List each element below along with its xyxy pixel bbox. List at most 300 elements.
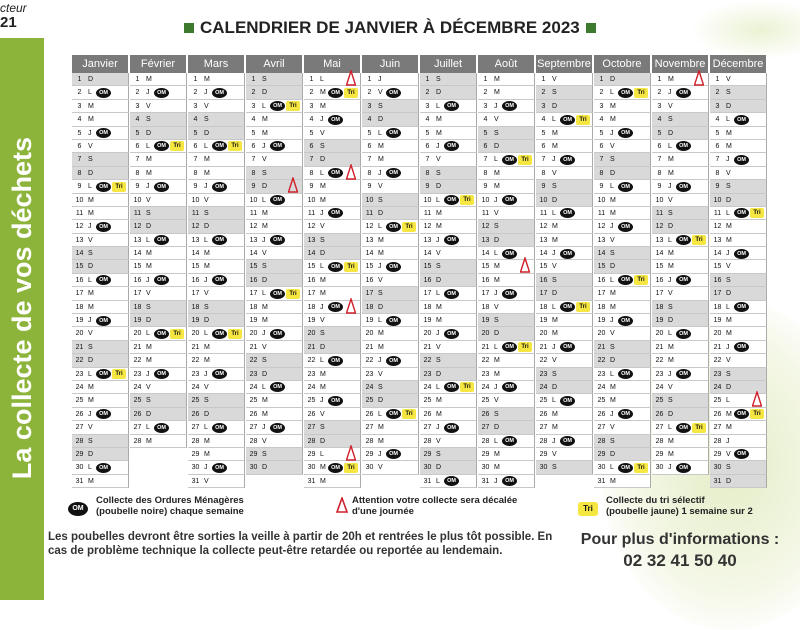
day-cell	[710, 207, 767, 220]
om-collection-icon: OM	[154, 369, 169, 379]
weekday-letter: D	[378, 209, 384, 217]
day-number: 6	[483, 142, 488, 150]
weekday-letter: L	[262, 290, 266, 298]
day-cell	[188, 475, 245, 488]
day-number: 8	[483, 169, 488, 177]
tri-collection-icon: Tri	[286, 289, 300, 299]
day-number: 15	[133, 263, 142, 271]
day-cell	[652, 167, 709, 180]
day-cell	[362, 234, 419, 247]
weekday-letter: M	[552, 330, 558, 338]
om-collection-icon: OM	[212, 235, 227, 245]
day-number: 22	[539, 357, 548, 365]
weekday-letter: D	[726, 102, 732, 110]
day-number: 8	[541, 169, 546, 177]
tri-collection-icon: Tri	[518, 155, 532, 165]
weekday-letter: M	[262, 397, 268, 405]
day-cell	[420, 260, 477, 273]
om-collection-icon: OM	[386, 262, 401, 272]
om-collection-icon: OM	[618, 463, 633, 473]
weekday-letter: M	[726, 223, 732, 231]
day-number: 7	[599, 156, 604, 164]
day-cell	[594, 127, 651, 140]
day-cell	[130, 368, 187, 381]
day-cell	[710, 86, 767, 99]
day-number: 7	[309, 156, 314, 164]
day-cell	[710, 475, 767, 488]
day-cell	[188, 314, 245, 327]
day-number: 9	[251, 183, 256, 191]
weekday-letter: D	[436, 183, 442, 191]
om-collection-icon: OM	[270, 329, 285, 339]
weekday-letter: V	[668, 196, 673, 204]
om-collection-icon: OM	[444, 329, 459, 339]
om-collection-icon: OM	[618, 182, 633, 192]
day-cell	[536, 180, 593, 193]
day-cell	[594, 368, 651, 381]
day-cell	[72, 394, 129, 407]
day-cell	[710, 274, 767, 287]
day-number: 22	[133, 357, 142, 365]
weekday-letter: V	[378, 464, 383, 472]
day-cell	[362, 421, 419, 434]
day-number: 7	[715, 156, 720, 164]
day-number: 1	[193, 76, 198, 83]
day-cell	[130, 180, 187, 193]
day-cell	[420, 86, 477, 99]
day-number: 25	[133, 397, 142, 405]
weekday-letter: V	[88, 236, 93, 244]
day-number: 3	[541, 102, 546, 110]
weekday-letter: D	[436, 464, 442, 472]
day-cell	[652, 180, 709, 193]
weekday-letter: L	[436, 102, 440, 110]
day-number: 29	[713, 450, 722, 458]
day-number: 20	[249, 330, 258, 338]
weekday-letter: S	[146, 303, 151, 311]
weekday-letter: D	[668, 223, 674, 231]
om-collection-icon: OM	[502, 101, 517, 111]
day-cell	[710, 314, 767, 327]
weekday-letter: L	[726, 303, 730, 311]
weekday-letter: M	[204, 357, 210, 365]
day-cell	[594, 461, 651, 474]
weekday-letter: S	[436, 450, 441, 458]
day-number: 12	[423, 223, 432, 231]
day-number: 2	[193, 89, 198, 97]
day-number: 29	[307, 450, 316, 458]
weekday-letter: M	[320, 276, 326, 284]
weekday-letter: D	[320, 437, 326, 445]
day-number: 23	[307, 370, 316, 378]
day-cell	[72, 408, 129, 421]
weekday-letter: J	[262, 330, 266, 338]
day-cell	[710, 341, 767, 354]
weekday-letter: D	[204, 223, 210, 231]
om-collection-icon: OM	[270, 101, 285, 111]
weekday-letter: S	[88, 343, 93, 351]
day-cell	[130, 421, 187, 434]
weekday-letter: V	[552, 169, 557, 177]
day-number: 18	[307, 303, 316, 311]
weekday-letter: J	[320, 303, 324, 311]
day-number: 17	[539, 290, 548, 298]
day-cell	[594, 100, 651, 113]
day-number: 15	[75, 263, 84, 271]
day-number: 1	[657, 76, 662, 83]
weekday-letter: S	[668, 397, 673, 405]
day-cell	[130, 408, 187, 421]
day-cell	[304, 421, 361, 434]
day-number: 5	[309, 129, 314, 137]
day-number: 18	[423, 303, 432, 311]
day-cell	[652, 461, 709, 474]
day-number: 8	[657, 169, 662, 177]
day-number: 1	[483, 76, 488, 83]
day-number: 13	[75, 236, 84, 244]
day-number: 17	[75, 290, 84, 298]
day-number: 4	[657, 116, 662, 124]
day-cell	[478, 180, 535, 193]
day-cell	[420, 354, 477, 367]
weekday-letter: V	[552, 450, 557, 458]
day-number: 13	[539, 236, 548, 244]
weekday-letter: D	[378, 116, 384, 124]
day-cell	[72, 287, 129, 300]
day-number: 4	[367, 116, 372, 124]
day-cell	[652, 234, 709, 247]
tri-collection-icon: Tri	[344, 463, 358, 473]
weekday-letter: D	[204, 317, 210, 325]
day-number: 22	[655, 357, 664, 365]
tri-collection-icon: Tri	[170, 329, 184, 339]
day-cell	[652, 421, 709, 434]
weekday-letter: J	[552, 437, 556, 445]
day-number: 29	[75, 450, 84, 458]
weekday-letter: L	[88, 183, 92, 191]
day-cell	[72, 167, 129, 180]
day-cell	[536, 287, 593, 300]
weekday-letter: M	[726, 317, 732, 325]
weekday-letter: J	[262, 236, 266, 244]
day-number: 1	[251, 76, 256, 83]
day-cell	[420, 327, 477, 340]
day-cell	[246, 314, 303, 327]
weekday-letter: D	[726, 196, 732, 204]
day-number: 28	[481, 437, 490, 445]
day-cell	[188, 220, 245, 233]
warning-triangle-icon	[520, 257, 530, 273]
weekday-letter: V	[552, 357, 557, 365]
tri-collection-icon: Tri	[112, 369, 126, 379]
warning-triangle-icon	[694, 70, 704, 86]
day-number: 19	[539, 317, 548, 325]
weekday-letter: S	[494, 317, 499, 325]
weekday-letter: V	[146, 383, 151, 391]
day-cell	[72, 247, 129, 260]
weekday-letter: L	[610, 183, 614, 191]
weekday-letter: M	[378, 142, 384, 150]
month-column	[362, 55, 419, 475]
day-number: 13	[133, 236, 142, 244]
day-cell	[130, 260, 187, 273]
day-cell	[72, 314, 129, 327]
day-number: 13	[423, 236, 432, 244]
weekday-letter: D	[494, 330, 500, 338]
day-number: 14	[191, 250, 200, 258]
day-number: 10	[713, 196, 722, 204]
day-number: 23	[133, 370, 142, 378]
day-number: 11	[75, 209, 84, 217]
day-number: 19	[307, 317, 316, 325]
day-cell	[304, 234, 361, 247]
weekday-letter: L	[320, 76, 324, 83]
weekday-letter: L	[552, 209, 556, 217]
day-cell	[536, 327, 593, 340]
day-number: 7	[657, 156, 662, 164]
warning-triangle-icon	[346, 70, 356, 86]
day-number: 21	[481, 343, 490, 351]
weekday-letter: M	[494, 89, 500, 97]
day-cell	[362, 220, 419, 233]
tri-collection-icon: Tri	[518, 342, 532, 352]
weekday-letter: S	[436, 169, 441, 177]
day-number: 16	[307, 276, 316, 284]
weekday-letter: M	[146, 357, 152, 365]
weekday-letter: J	[320, 397, 324, 405]
day-cell	[188, 341, 245, 354]
weekday-letter: M	[262, 223, 268, 231]
day-cell	[72, 354, 129, 367]
day-cell	[536, 381, 593, 394]
om-collection-icon: OM	[154, 275, 169, 285]
day-number: 16	[481, 276, 490, 284]
day-number: 15	[713, 263, 722, 271]
weekday-letter: V	[378, 370, 383, 378]
weekday-letter: D	[610, 450, 616, 458]
day-cell	[362, 247, 419, 260]
day-number: 14	[365, 250, 374, 258]
day-cell	[188, 73, 245, 86]
day-number: 3	[425, 102, 430, 110]
day-number: 2	[309, 89, 314, 97]
weekday-letter: M	[146, 250, 152, 258]
day-cell	[304, 274, 361, 287]
weekday-letter: S	[668, 116, 673, 124]
day-cell	[188, 153, 245, 166]
weekday-letter: J	[378, 450, 382, 458]
weekday-letter: V	[204, 196, 209, 204]
weekday-letter: M	[320, 89, 326, 97]
day-number: 21	[655, 343, 664, 351]
day-number: 2	[541, 89, 546, 97]
day-cell	[362, 100, 419, 113]
tri-legend-icon: Tri	[578, 502, 598, 516]
weekday-letter: D	[88, 76, 94, 83]
day-number: 26	[655, 410, 664, 418]
day-cell	[478, 113, 535, 126]
bullet-square-icon	[586, 23, 596, 33]
day-number: 29	[365, 450, 374, 458]
om-collection-icon: OM	[212, 463, 227, 473]
day-number: 26	[191, 410, 200, 418]
day-number: 15	[191, 263, 200, 271]
weekday-letter: M	[262, 209, 268, 217]
weekday-letter: V	[668, 290, 673, 298]
om-collection-icon: OM	[270, 382, 285, 392]
day-number: 3	[657, 102, 662, 110]
weekday-letter: S	[668, 303, 673, 311]
weekday-letter: M	[436, 129, 442, 137]
day-number: 20	[365, 330, 374, 338]
weekday-letter: M	[378, 236, 384, 244]
day-number: 8	[251, 169, 256, 177]
om-collection-icon: OM	[154, 423, 169, 433]
month-header: Février	[130, 55, 187, 73]
weekday-letter: S	[146, 209, 151, 217]
day-cell	[652, 394, 709, 407]
day-number: 11	[191, 209, 200, 217]
day-number: 14	[539, 250, 548, 258]
day-cell	[710, 327, 767, 340]
weekday-letter: J	[668, 183, 672, 191]
om-collection-icon: OM	[328, 208, 343, 218]
day-number: 8	[309, 169, 314, 177]
day-number: 26	[365, 410, 374, 418]
day-number: 24	[713, 383, 722, 391]
day-number: 7	[483, 156, 488, 164]
weekday-letter: M	[610, 102, 616, 110]
om-collection-icon: OM	[328, 463, 343, 473]
day-cell	[130, 113, 187, 126]
day-cell	[536, 113, 593, 126]
om-collection-icon: OM	[270, 289, 285, 299]
day-number: 5	[425, 129, 430, 137]
day-cell	[362, 368, 419, 381]
sidebar-title: La collecte de vos déchets	[7, 136, 37, 480]
weekday-letter: L	[378, 410, 382, 418]
day-cell	[304, 381, 361, 394]
day-cell	[420, 314, 477, 327]
day-cell	[536, 207, 593, 220]
weekday-letter: J	[378, 263, 382, 271]
weekday-letter: S	[552, 183, 557, 191]
om-collection-icon: OM	[734, 208, 749, 218]
weekday-letter: V	[320, 129, 325, 137]
weekday-letter: M	[668, 169, 674, 177]
weekday-letter: J	[88, 410, 92, 418]
day-cell	[188, 140, 245, 153]
month-header: Janvier	[72, 55, 129, 73]
day-cell	[188, 260, 245, 273]
tri-collection-icon: Tri	[460, 382, 474, 392]
day-cell	[420, 113, 477, 126]
day-cell	[710, 247, 767, 260]
day-number: 4	[425, 116, 430, 124]
om-collection-icon: OM	[560, 436, 575, 446]
day-cell	[710, 113, 767, 126]
day-cell	[710, 448, 767, 461]
day-number: 15	[307, 263, 316, 271]
weekday-letter: J	[610, 223, 614, 231]
day-cell	[362, 194, 419, 207]
day-cell	[130, 194, 187, 207]
om-collection-icon: OM	[154, 235, 169, 245]
day-number: 4	[541, 116, 546, 124]
weekday-letter: L	[668, 424, 672, 432]
page-title	[178, 18, 602, 38]
day-number: 10	[423, 196, 432, 204]
tri-collection-icon: Tri	[692, 235, 706, 245]
om-collection-icon: OM	[676, 329, 691, 339]
day-cell	[594, 475, 651, 488]
day-cell	[304, 220, 361, 233]
day-cell	[536, 435, 593, 448]
day-number: 23	[539, 370, 548, 378]
day-cell	[72, 327, 129, 340]
day-cell	[420, 381, 477, 394]
weekday-letter: V	[494, 303, 499, 311]
om-collection-icon: OM	[502, 382, 517, 392]
weekday-letter: D	[146, 129, 152, 137]
day-number: 3	[135, 102, 140, 110]
weekday-letter: D	[610, 76, 616, 83]
day-number: 16	[365, 276, 374, 284]
weekday-letter: M	[204, 450, 210, 458]
weekday-letter: V	[262, 156, 267, 164]
day-cell	[304, 86, 361, 99]
weekday-letter: L	[320, 357, 324, 365]
day-cell	[72, 341, 129, 354]
tri-collection-icon: Tri	[402, 409, 416, 419]
weekday-letter: S	[610, 156, 615, 164]
day-cell	[72, 260, 129, 273]
day-number: 21	[423, 343, 432, 351]
day-cell	[594, 354, 651, 367]
day-cell	[652, 435, 709, 448]
day-number: 11	[133, 209, 142, 217]
om-collection-icon: OM	[96, 409, 111, 419]
om-collection-icon: OM	[386, 222, 401, 232]
day-number: 30	[481, 464, 490, 472]
day-cell	[72, 220, 129, 233]
day-cell	[246, 368, 303, 381]
weekday-letter: M	[494, 357, 500, 365]
day-cell	[188, 100, 245, 113]
day-number: 18	[249, 303, 258, 311]
day-number: 20	[423, 330, 432, 338]
day-number: 12	[655, 223, 664, 231]
om-collection-icon: OM	[270, 195, 285, 205]
tri-collection-icon: Tri	[634, 88, 648, 98]
day-number: 25	[307, 397, 316, 405]
day-cell	[246, 354, 303, 367]
day-number: 21	[133, 343, 142, 351]
day-number: 22	[191, 357, 200, 365]
om-collection-icon: OM	[212, 329, 227, 339]
weekday-letter: S	[610, 437, 615, 445]
day-number: 6	[251, 142, 256, 150]
om-collection-icon: OM	[270, 141, 285, 151]
day-cell	[130, 247, 187, 260]
month-column	[710, 55, 767, 488]
day-cell	[246, 100, 303, 113]
day-cell	[72, 127, 129, 140]
day-cell	[710, 194, 767, 207]
day-number: 23	[365, 370, 374, 378]
day-cell	[72, 86, 129, 99]
day-cell	[478, 207, 535, 220]
